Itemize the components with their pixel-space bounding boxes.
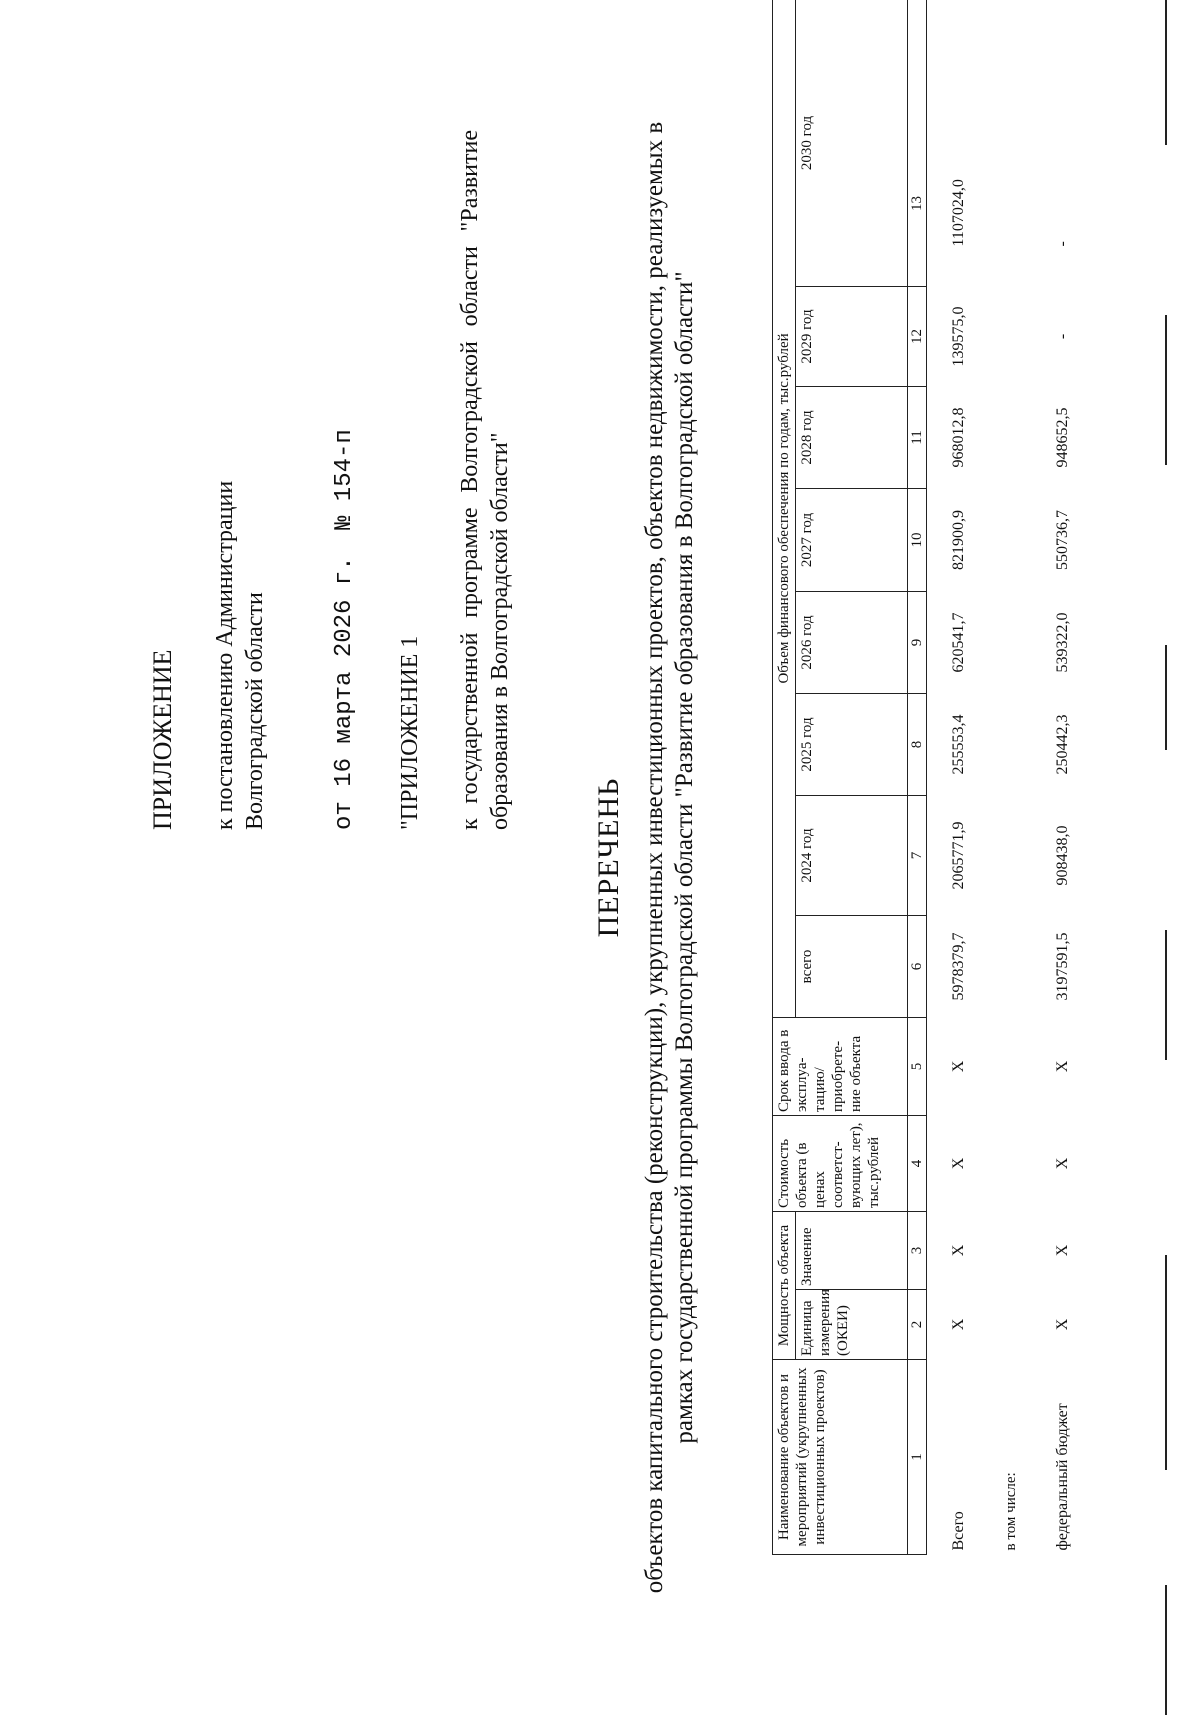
row-year-2028: 948652,5 bbox=[1054, 407, 1071, 468]
appendix-program-reference: к государственной программе Волгоградской области "Развитие образования в Волгоградской области" bbox=[457, 130, 513, 830]
row-year-2027: 821900,9 bbox=[950, 509, 967, 570]
row-year-2025: 255553,4 bbox=[950, 714, 967, 775]
row-year-2026: 620541,7 bbox=[950, 612, 967, 673]
header-unit: Единица измерения (ОКЕИ) bbox=[796, 1290, 908, 1360]
row-year-2030: - bbox=[1054, 241, 1071, 247]
header-year-2028: 2028 год bbox=[796, 386, 908, 488]
header-term: Срок ввода в эксплуа-тацию/ приобрете-ние объекта bbox=[773, 1017, 908, 1115]
table-header-row-2 bbox=[796, 0, 908, 1555]
header-year-2025: 2025 год bbox=[796, 693, 908, 795]
row-year-2024: 2065771,9 bbox=[950, 821, 967, 890]
row-year-2029: - bbox=[1054, 333, 1071, 340]
document-title: ПЕРЕЧЕНЬ bbox=[592, 777, 625, 938]
column-number: 2 bbox=[908, 1290, 927, 1360]
column-number: 4 bbox=[908, 1115, 927, 1211]
row-label: Всего bbox=[950, 1511, 967, 1551]
row-value: X bbox=[1054, 1244, 1071, 1257]
row-year-2030: 1107024,0 bbox=[950, 179, 967, 247]
header-capacity: Мощность объекта bbox=[773, 1211, 796, 1359]
column-number: 7 bbox=[908, 795, 927, 915]
column-number: 11 bbox=[908, 386, 927, 488]
row-year-2029: 139575,0 bbox=[950, 306, 967, 367]
appendix-resolution-reference: к постановлению Администрации Волгоградской области bbox=[212, 480, 268, 830]
column-number: 13 bbox=[908, 0, 927, 286]
row-value: X bbox=[950, 1244, 967, 1257]
row-term: X bbox=[1054, 1060, 1071, 1073]
column-number: 6 bbox=[908, 915, 927, 1017]
header-name: Наименование объектов и мероприятий (укрупненных инвестиционных проектов) bbox=[773, 1360, 908, 1555]
header-value: Значение bbox=[796, 1211, 908, 1289]
header-cost: Стоимость объекта (в ценах соответст-вующих лет), тыс.рублей bbox=[773, 1115, 908, 1211]
scan-edge-line bbox=[1165, 1585, 1167, 1715]
header-year-2029: 2029 год bbox=[796, 286, 908, 386]
row-unit: X bbox=[1054, 1318, 1071, 1331]
row-cost: X bbox=[1054, 1157, 1071, 1170]
row-year-2026: 539322,0 bbox=[1054, 612, 1071, 673]
scan-edge-line bbox=[1165, 0, 1167, 145]
scan-edge-line bbox=[1165, 645, 1167, 750]
row-total: 5978379,7 bbox=[950, 932, 967, 1001]
resolution-date: от 16 марта 2026 г. bbox=[331, 556, 358, 830]
header-year-2030: 2030 год bbox=[796, 0, 908, 286]
scan-edge-line bbox=[1165, 1255, 1167, 1470]
row-cost: X bbox=[950, 1157, 967, 1170]
scan-edge-line bbox=[1165, 930, 1167, 1060]
row-label: федеральный бюджет bbox=[1054, 1403, 1071, 1551]
row-term: X bbox=[950, 1060, 967, 1073]
row-unit: X bbox=[950, 1318, 967, 1331]
table-row-including bbox=[991, 0, 1031, 1555]
appendix-title: ПРИЛОЖЕНИЕ bbox=[148, 649, 177, 830]
column-number: 5 bbox=[908, 1017, 927, 1115]
header-volume: Объем финансового обеспечения по годам, тыс.рублей bbox=[773, 0, 796, 1017]
header-total: всего bbox=[796, 915, 908, 1017]
investment-objects-table bbox=[772, 0, 1095, 1555]
column-number: 1 bbox=[908, 1360, 927, 1555]
row-total: 3197591,5 bbox=[1054, 932, 1071, 1001]
column-number: 10 bbox=[908, 488, 927, 591]
column-number: 12 bbox=[908, 286, 927, 386]
document-subtitle: объектов капитального строительства (реконструкции), укрупненных инвестиционных проектов, объектов недвижимости, реализуемых в рамках государственной программы Волгоградской области "Развитие образования в Волгоградской области" bbox=[641, 121, 698, 1594]
including-label: в том числе: bbox=[1003, 1472, 1019, 1551]
column-numbers-row bbox=[908, 0, 927, 1555]
row-year-2027: 550736,7 bbox=[1054, 509, 1071, 570]
appendix-date-line bbox=[330, 429, 360, 830]
table-row-total bbox=[927, 0, 992, 1555]
column-number: 3 bbox=[908, 1211, 927, 1289]
table-header-row-1 bbox=[773, 0, 796, 1555]
appendix-1-title: "ПРИЛОЖЕНИЕ 1 bbox=[397, 635, 423, 830]
row-year-2025: 250442,3 bbox=[1054, 714, 1071, 775]
table-row-federal bbox=[1031, 0, 1095, 1555]
row-year-2028: 968012,8 bbox=[950, 407, 967, 468]
row-year-2024: 908438,0 bbox=[1054, 825, 1071, 886]
header-year-2027: 2027 год bbox=[796, 488, 908, 591]
header-year-2024: 2024 год bbox=[796, 795, 908, 915]
header-year-2026: 2026 год bbox=[796, 591, 908, 693]
scan-edge-line bbox=[1165, 315, 1167, 465]
column-number: 9 bbox=[908, 591, 927, 693]
column-number: 8 bbox=[908, 693, 927, 795]
resolution-number: № 154-п bbox=[331, 429, 358, 530]
